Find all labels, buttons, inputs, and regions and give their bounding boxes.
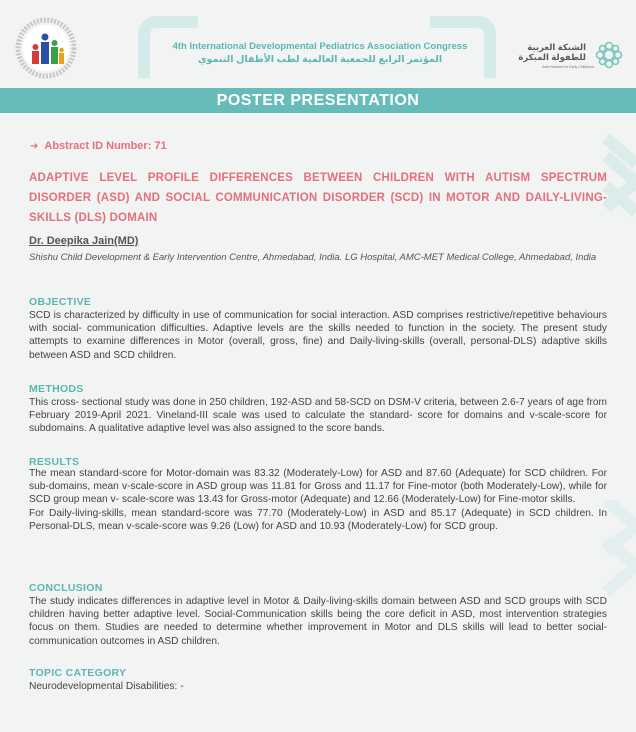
anecd-logo-arabic: الشبكة العربية للطفولة المبكرة xyxy=(518,42,586,62)
page-header xyxy=(0,0,636,88)
anecd-logo-icon xyxy=(594,40,624,70)
anecd-logo xyxy=(514,38,624,76)
anecd-logo-english: Arab Network for Early Childhood xyxy=(542,65,594,69)
idpa-logo-icon xyxy=(14,16,78,80)
conclusion-heading: CONCLUSION xyxy=(29,582,103,594)
objective-heading: OBJECTIVE xyxy=(29,296,92,308)
conclusion-text: The study indicates differences in adaptive level in Motor & Daily-living-skills domain between ASD and SCD groups with SCD children having better adaptive level. Social-Communication skills being the core deficit in ASD, most intervention strategies focus on them. Studies are needed to determine whether improvement in Motor and DLS skills will lead to better social- communication outcomes in ASD children. xyxy=(29,596,607,647)
topic-category-text: Neurodevelopmental Disabilities: - xyxy=(29,681,184,692)
arrow-right-icon: ➜ xyxy=(30,141,39,152)
author-affiliation: Shishu Child Development & Early Intervention Centre, Ahmedabad, India. LG Hospital, AMC-MET Medical College, Ahmedabad, India xyxy=(29,252,597,263)
methods-heading: METHODS xyxy=(29,383,84,395)
results-text-motor: The mean standard-score for Motor-domain was 83.32 (Moderately-Low) for ASD and 87.60 (Adequate) for SCD children. For sub-domains, mean v-scale-score in ASD group was 11.81 for Gross and 11.17 for Fine-motor (both Moderately-Low), while for SCD group mean v- scale-score was 13.43 for Gross-motor (Adequate) and 12.66 (Moderately-Low) for Fine-motor skills. xyxy=(29,468,607,506)
abstract-id-label: Abstract ID Number: 71 xyxy=(44,140,167,152)
abstract-title: ADAPTIVE LEVEL PROFILE DIFFERENCES BETWEEN CHILDREN WITH AUTISM SPECTRUM DISORDER (ASD) AND SOCIAL COMMUNICATION DISORDER (SCD) IN MOTOR AND DAILY-LIVING-SKILLS (DLS) DOMAIN xyxy=(29,172,607,224)
poster-presentation-banner: POSTER PRESENTATION xyxy=(0,88,636,113)
author-name: Dr. Deepika Jain(MD) xyxy=(29,235,139,247)
congress-title-ar: المؤتمر الرابع للجمعية العالمية لطب الأطفال التنموي xyxy=(197,54,443,65)
results-text-dls: For Daily-living-skills, mean standard-score was 77.70 (Moderately-Low) in ASD and 85.17 (Adequate) in SCD children. In Personal-DLS, mean v-scale-score was 9.26 (Low) for ASD and 10.93 (Moderately-Low) for SCD group. xyxy=(29,507,607,532)
objective-text: SCD is characterized by difficulty in use of communication for social interaction. ASD comprises restrictive/repetitive behaviours with social- communication difficulties. Adaptive levels are the skills needed to function in the society. The present study attempts to examine differences in Motor (overall, gross, fine) and Daily-living-skills (overall, personal-DLS) adaptive skills between ASD and SCD children. xyxy=(29,310,607,361)
abstract-id xyxy=(30,140,167,152)
methods-text: This cross- sectional study was done in 250 children, 192-ASD and 58-SCD on DSM-V criteria, between 2.6-7 years of age from February 2019-April 2021. Vineland-III scale was used to calculate the standard- score for domains and v-scale-score for subdomains. A qualitative adaptive level was also assigned to the score bands. xyxy=(29,397,607,435)
topic-category-heading: TOPIC CATEGORY xyxy=(29,667,127,679)
congress-title-en: 4th International Developmental Pediatrics Association Congress xyxy=(172,41,468,52)
results-heading: RESULTS xyxy=(29,456,80,468)
results-body xyxy=(29,467,607,533)
